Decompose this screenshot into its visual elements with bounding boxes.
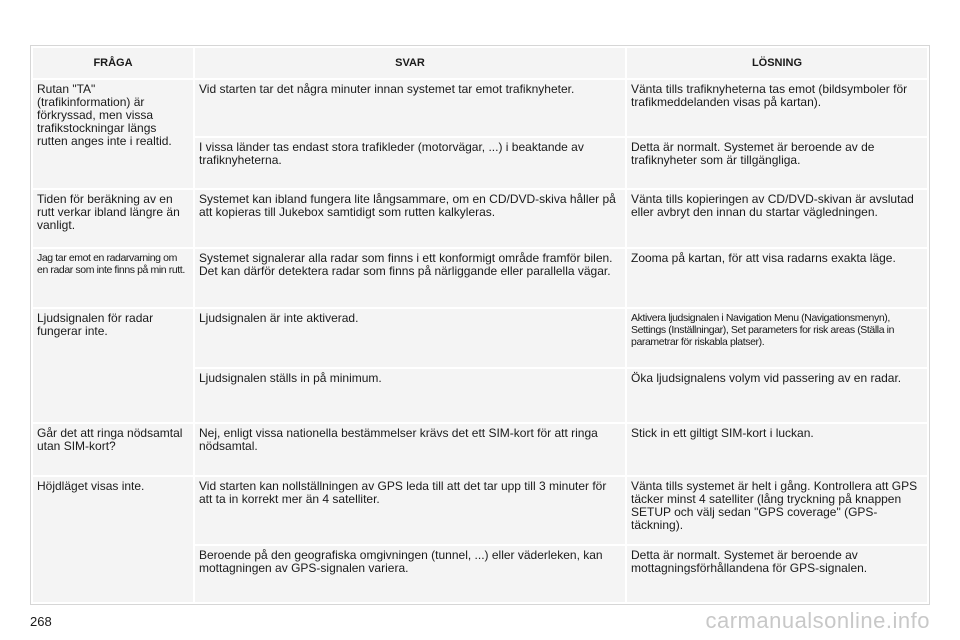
solution-cell: Vänta tills kopieringen av CD/DVD-skivan är avslutad eller avbryt den innan du startar vägledningen. bbox=[627, 190, 927, 247]
question-cell: Höjdläget visas inte. bbox=[33, 477, 193, 602]
answer-cell: Vid starten kan nollställningen av GPS leda till att det tar upp till 3 minuter för att ta in korrekt mer än 4 satelliter. bbox=[195, 477, 625, 545]
header-answer: SVAR bbox=[195, 48, 625, 78]
table-row bbox=[33, 80, 927, 136]
answer-cell: Vid starten tar det några minuter innan systemet tar emot trafiknyheter. bbox=[195, 80, 625, 136]
header-solution: LÖSNING bbox=[627, 48, 927, 78]
answer-cell: I vissa länder tas endast stora trafikleder (motorvägar, ...) i beaktande av trafiknyheterna. bbox=[195, 138, 625, 188]
answer-cell: Ljudsignalen ställs in på minimum. bbox=[195, 369, 625, 423]
solution-cell: Detta är normalt. Systemet är beroende av de trafiknyheter som är tillgängliga. bbox=[627, 138, 927, 188]
table-row bbox=[33, 477, 927, 545]
table-header-row bbox=[33, 48, 927, 78]
table-row bbox=[33, 424, 927, 474]
solution-cell: Stick in ett giltigt SIM-kort i luckan. bbox=[627, 424, 927, 474]
watermark-text: carmanualsonline.info bbox=[705, 608, 930, 633]
question-cell: Går det att ringa nödsamtal utan SIM-kort? bbox=[33, 424, 193, 474]
answer-cell: Systemet signalerar alla radar som finns i ett konformigt område framför bilen. Det kan därför detektera radar som finns på närliggande eller parallella vägar. bbox=[195, 249, 625, 308]
question-cell: Jag tar emot en radarvarning om en radar som inte finns på min rutt. bbox=[33, 249, 193, 308]
answer-cell: Beroende på den geografiska omgivningen (tunnel, ...) eller väderleken, kan mottagningen av GPS-signalen variera. bbox=[195, 546, 625, 602]
question-cell: Rutan "TA" (trafikinformation) är förkryssad, men vissa trafikstockningar längs rutten anges inte i realtid. bbox=[33, 80, 193, 188]
answer-cell: Ljudsignalen är inte aktiverad. bbox=[195, 309, 625, 367]
page-number: 268 bbox=[30, 614, 52, 629]
table-row bbox=[33, 309, 927, 367]
troubleshooting-table bbox=[31, 46, 929, 604]
answer-cell: Nej, enligt vissa nationella bestämmelser krävs det ett SIM-kort för att ringa nödsamtal. bbox=[195, 424, 625, 474]
question-cell: Ljudsignalen för radar fungerar inte. bbox=[33, 309, 193, 422]
solution-cell: Zooma på kartan, för att visa radarns exakta läge. bbox=[627, 249, 927, 308]
solution-cell: Öka ljudsignalens volym vid passering av en radar. bbox=[627, 369, 927, 423]
table-row bbox=[33, 249, 927, 308]
table-row bbox=[33, 190, 927, 247]
solution-cell: Vänta tills trafiknyheterna tas emot (bildsymboler för trafikmeddelanden visas på kartan). bbox=[627, 80, 927, 136]
header-question: FRÅGA bbox=[33, 48, 193, 78]
answer-cell: Systemet kan ibland fungera lite långsammare, om en CD/DVD-skiva håller på att kopieras till Jukebox samtidigt som rutten kalkyleras. bbox=[195, 190, 625, 247]
question-cell: Tiden för beräkning av en rutt verkar ibland längre än vanligt. bbox=[33, 190, 193, 247]
solution-cell: Vänta tills systemet är helt i gång. Kontrollera att GPS täcker minst 4 satelliter (lång tryckning på knappen SETUP och välj sedan "GPS coverage" (GPS-täckning). bbox=[627, 477, 927, 545]
solution-cell: Detta är normalt. Systemet är beroende av mottagningsförhållandena för GPS-signalen. bbox=[627, 546, 927, 602]
solution-cell: Aktivera ljudsignalen i Navigation Menu (Navigationsmenyn), Settings (Inställningar), Set parameters for risk areas (Ställa in parametrar för riskabla platser). bbox=[627, 309, 927, 367]
troubleshooting-table-frame bbox=[30, 45, 930, 605]
